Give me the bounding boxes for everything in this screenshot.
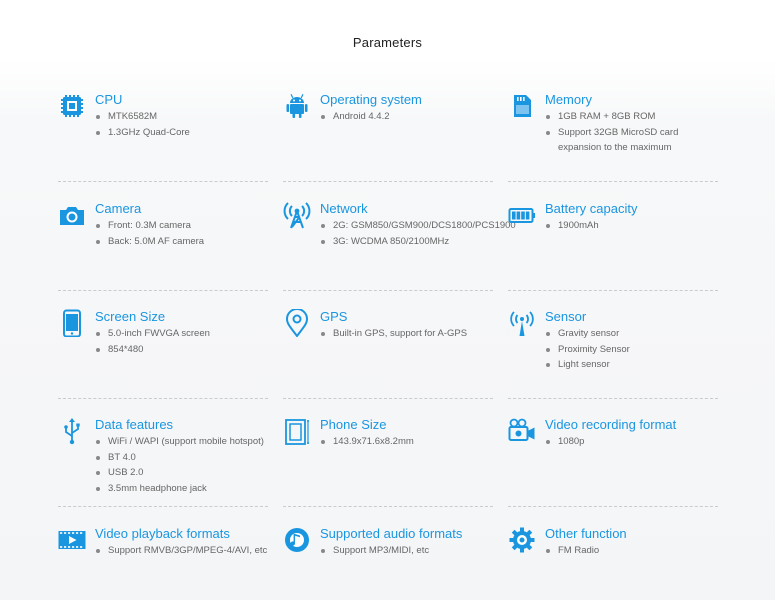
divider xyxy=(283,398,493,399)
spec-heading: Phone Size xyxy=(320,417,387,432)
spec-heading: Memory xyxy=(545,92,592,107)
spec-details xyxy=(320,218,516,249)
spec-heading: GPS xyxy=(320,309,348,324)
spec-details xyxy=(95,434,270,496)
spec-detail: FM Radio xyxy=(545,543,720,559)
divider xyxy=(58,506,268,507)
spec-heading: Battery capacity xyxy=(545,201,638,216)
memory-card-icon xyxy=(508,92,536,122)
spec-detail: Support 32GB MicroSD card expansion to the maximum xyxy=(545,125,720,156)
spec-heading: Other function xyxy=(545,526,627,541)
spec-detail: USB 2.0 xyxy=(95,465,270,481)
spec-detail: WiFi / WAPI (support mobile hotspot) xyxy=(95,434,270,450)
spec-detail: Support MP3/MIDI, etc xyxy=(320,543,495,559)
music-disc-icon xyxy=(283,526,311,556)
phone-screen-icon xyxy=(58,309,86,339)
spec-heading: Network xyxy=(320,201,368,216)
spec-heading: Sensor xyxy=(545,309,587,324)
phone-size-icon xyxy=(283,417,311,447)
spec-detail: 2G: GSM850/GSM900/DCS1800/PCS1900 xyxy=(320,218,495,234)
divider xyxy=(508,506,718,507)
spec-details xyxy=(545,218,720,234)
sensor-icon xyxy=(508,309,536,339)
spec-detail: Light sensor xyxy=(545,357,720,373)
spec-details xyxy=(545,109,720,156)
spec-details xyxy=(95,218,270,249)
signal-tower-icon xyxy=(283,201,311,231)
spec-detail: 143.9x71.6x8.2mm xyxy=(320,434,495,450)
divider xyxy=(283,506,493,507)
spec-detail: Android 4.4.2 xyxy=(320,109,495,125)
usb-icon xyxy=(58,417,86,447)
spec-heading: Video recording format xyxy=(545,417,677,432)
battery-icon xyxy=(508,201,536,231)
spec-heading: Camera xyxy=(95,201,142,216)
spec-detail: 1900mAh xyxy=(545,218,720,234)
spec-detail: BT 4.0 xyxy=(95,450,270,466)
spec-heading: Video playback formats xyxy=(95,526,230,541)
page-title: Parameters xyxy=(352,35,423,50)
spec-detail: 3G: WCDMA 850/2100MHz xyxy=(320,234,495,250)
spec-details xyxy=(545,326,720,373)
video-play-icon xyxy=(58,526,86,556)
video-camera-icon xyxy=(508,417,536,447)
gear-icon xyxy=(508,526,536,556)
spec-detail: 3.5mm headphone jack xyxy=(95,481,270,497)
spec-detail: MTK6582M xyxy=(95,109,270,125)
spec-detail: 1080p xyxy=(545,434,720,450)
spec-heading: CPU xyxy=(95,92,123,107)
spec-detail: 5.0-inch FWVGA screen xyxy=(95,326,270,342)
spec-details xyxy=(320,434,495,450)
spec-detail: Gravity sensor xyxy=(545,326,720,342)
camera-icon xyxy=(58,201,86,231)
spec-heading: Data features xyxy=(95,417,174,432)
spec-detail: 1GB RAM + 8GB ROM xyxy=(545,109,720,125)
spec-detail: Back: 5.0M AF camera xyxy=(95,234,270,250)
spec-heading: Supported audio formats xyxy=(320,526,463,541)
android-icon xyxy=(283,92,311,122)
spec-heading: Operating system xyxy=(320,92,422,107)
spec-detail: Support RMVB/3GP/MPEG-4/AVI, etc xyxy=(95,543,270,559)
divider xyxy=(508,181,718,182)
divider xyxy=(283,290,493,291)
spec-details xyxy=(95,543,270,559)
spec-details xyxy=(95,109,270,140)
spec-details xyxy=(545,543,720,559)
cpu-icon xyxy=(58,92,86,122)
spec-detail: Front: 0.3M camera xyxy=(95,218,270,234)
divider xyxy=(283,181,493,182)
spec-detail: 1.3GHz Quad-Core xyxy=(95,125,270,141)
spec-detail: Proximity Sensor xyxy=(545,342,720,358)
divider xyxy=(58,398,268,399)
spec-details xyxy=(320,543,495,559)
spec-details xyxy=(95,326,270,357)
spec-details xyxy=(545,434,720,450)
divider xyxy=(508,290,718,291)
location-pin-icon xyxy=(283,309,311,339)
spec-detail: 854*480 xyxy=(95,342,270,358)
divider xyxy=(508,398,718,399)
spec-details xyxy=(320,109,495,125)
divider xyxy=(58,290,268,291)
spec-heading: Screen Size xyxy=(95,309,166,324)
spec-detail: Built-in GPS, support for A-GPS xyxy=(320,326,495,342)
spec-details xyxy=(320,326,495,342)
divider xyxy=(58,181,268,182)
